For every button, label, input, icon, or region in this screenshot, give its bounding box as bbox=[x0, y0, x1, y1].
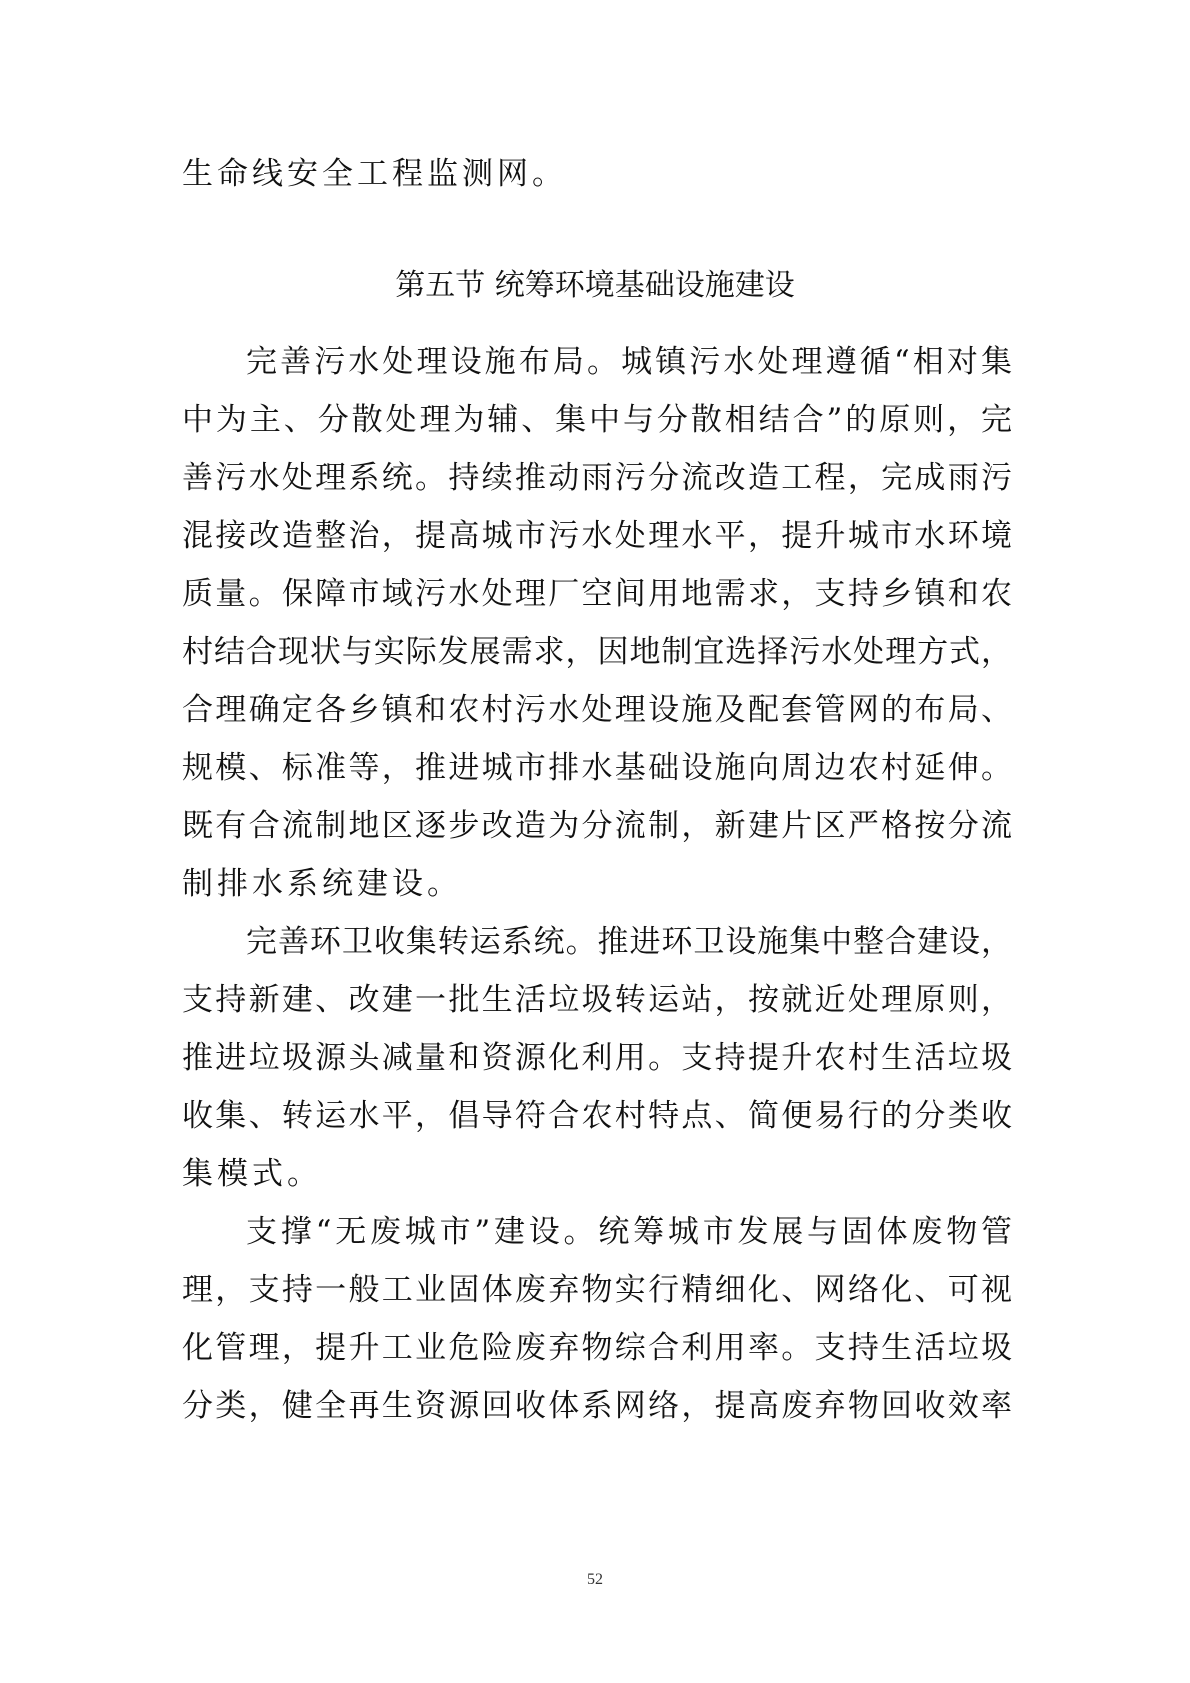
text-line: 善污水处理系统。持续推动雨污分流改造工程，完成雨污 bbox=[182, 460, 1012, 496]
text-line: 分类，健全再生资源回收体系网络，提高废弃物回收效率 bbox=[182, 1388, 1012, 1424]
paragraph-lead-line: 完善环卫收集转运系统。推进环卫设施集中整合建设， bbox=[246, 924, 1012, 960]
text-line: 村结合现状与实际发展需求，因地制宜选择污水处理方式， bbox=[182, 634, 1012, 670]
text-line: 收集、转运水平，倡导符合农村特点、简便易行的分类收 bbox=[182, 1098, 1012, 1134]
text-line: 支持新建、改建一批生活垃圾转运站，按就近处理原则， bbox=[182, 982, 1012, 1018]
text-line: 集模式。 bbox=[182, 1156, 322, 1192]
text-line: 规模、标准等，推进城市排水基础设施向周边农村延伸。 bbox=[182, 750, 1012, 786]
text-line: 合理确定各乡镇和农村污水处理设施及配套管网的布局、 bbox=[182, 692, 1012, 728]
text-line: 混接改造整治，提高城市污水处理水平，提升城市水环境 bbox=[182, 518, 1012, 554]
section-heading: 第五节 统筹环境基础设施建设 bbox=[395, 268, 795, 303]
text-line: 理，支持一般工业固体废弃物实行精细化、网络化、可视 bbox=[182, 1272, 1012, 1308]
text-line: 质量。保障市域污水处理厂空间用地需求，支持乡镇和农 bbox=[182, 576, 1012, 612]
text-line: 中为主、分散处理为辅、集中与分散相结合”的原则，完 bbox=[182, 402, 1012, 438]
text-line: 推进垃圾源头减量和资源化利用。支持提升农村生活垃圾 bbox=[182, 1040, 1012, 1076]
text-line: 既有合流制地区逐步改造为分流制，新建片区严格按分流 bbox=[182, 808, 1012, 844]
paragraph-lead-line: 完善污水处理设施布局。城镇污水处理遵循“相对集 bbox=[246, 344, 1012, 380]
text-line: 生命线安全工程监测网。 bbox=[182, 156, 567, 192]
text-line: 制排水系统建设。 bbox=[182, 866, 462, 902]
page-number: 52 bbox=[587, 1571, 603, 1588]
text-line: 化管理，提升工业危险废弃物综合利用率。支持生活垃圾 bbox=[182, 1330, 1012, 1366]
paragraph-lead-line: 支撑“无废城市”建设。统筹城市发展与固体废物管 bbox=[246, 1214, 1012, 1250]
